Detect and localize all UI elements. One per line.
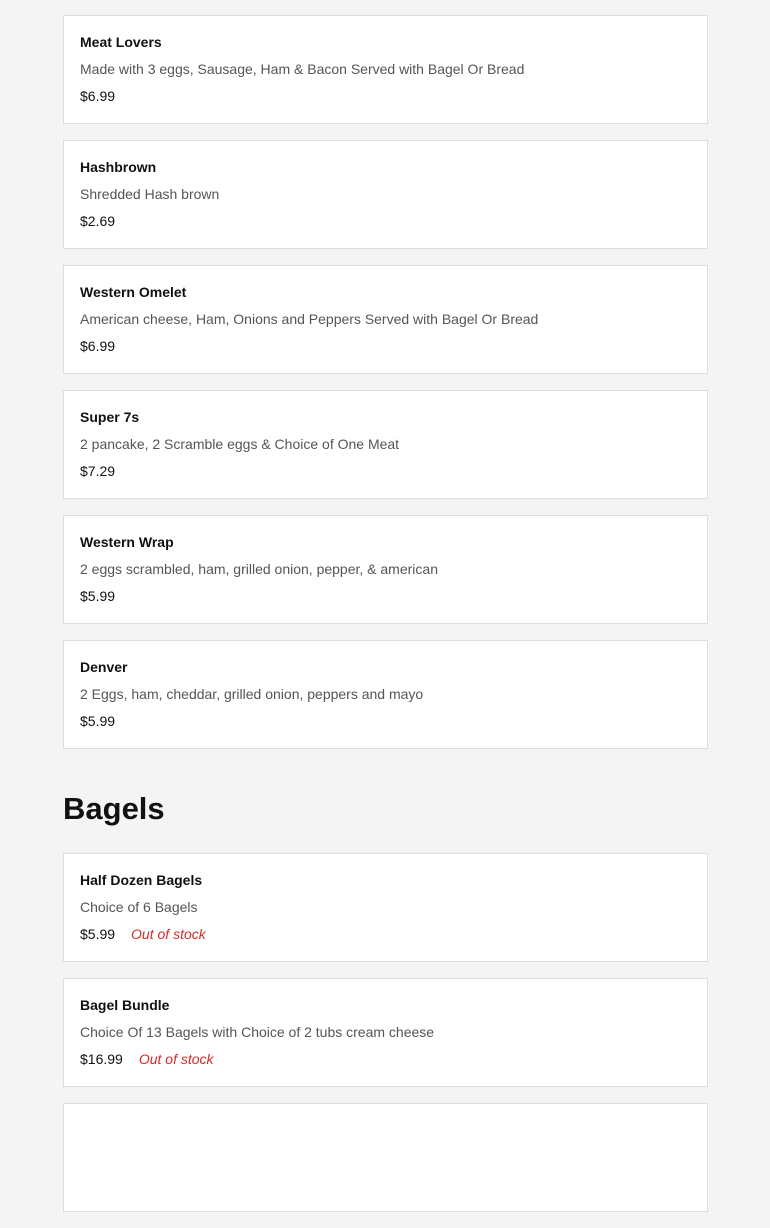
item-price: $6.99 (80, 88, 116, 104)
item-description: American cheese, Ham, Onions and Peppers Served with Bagel Or Bread (80, 311, 539, 327)
item-price-row (80, 88, 691, 105)
menu-item-card[interactable] (63, 140, 708, 249)
menu-container (63, 0, 708, 1228)
menu-item-card[interactable] (63, 1103, 708, 1212)
item-description: Shredded Hash brown (80, 186, 220, 202)
menu-item-card[interactable] (63, 640, 708, 749)
item-price-row (80, 713, 691, 730)
item-name: Denver (80, 659, 128, 675)
item-price-row (80, 213, 691, 230)
menu-item-card[interactable] (63, 390, 708, 499)
item-price: $5.99 (80, 588, 116, 604)
item-name: Half Dozen Bagels (80, 872, 203, 888)
item-price: $16.99 (80, 1051, 123, 1067)
item-description: Choice Of 13 Bagels with Choice of 2 tubs cream cheese (80, 1024, 435, 1040)
item-price: $5.99 (80, 713, 116, 729)
item-price: $7.29 (80, 463, 116, 479)
menu-item-card[interactable] (63, 978, 708, 1087)
menu-item-card[interactable] (63, 15, 708, 124)
item-description: Made with 3 eggs, Sausage, Ham & Bacon Served with Bagel Or Bread (80, 61, 525, 77)
out-of-stock-label: Out of stock (131, 926, 206, 942)
item-name: Western Wrap (80, 534, 174, 550)
item-name: Meat Lovers (80, 34, 162, 50)
item-price: $6.99 (80, 338, 116, 354)
item-price-row (80, 463, 691, 480)
item-price-row (80, 926, 691, 943)
item-name: Bagel Bundle (80, 997, 170, 1013)
menu-item-card[interactable] (63, 515, 708, 624)
item-price-row (80, 588, 691, 605)
item-description: 2 pancake, 2 Scramble eggs & Choice of One Meat (80, 436, 400, 452)
section-title-bagels: Bagels (63, 791, 165, 826)
out-of-stock-label: Out of stock (138, 1051, 214, 1067)
menu-item-card[interactable] (63, 265, 708, 374)
item-description: Choice of 6 Bagels (80, 899, 198, 915)
item-name (80, 1122, 691, 1139)
item-description: 2 Eggs, ham, cheddar, grilled onion, peppers and mayo (80, 686, 424, 702)
item-price-row (80, 338, 691, 355)
item-description (80, 1149, 691, 1166)
item-name: Western Omelet (80, 284, 187, 300)
item-description: 2 eggs scrambled, ham, grilled onion, pepper, & american (80, 561, 438, 577)
item-price: $5.99 (80, 926, 116, 942)
item-price: $2.69 (80, 213, 116, 229)
item-price-row (80, 1176, 691, 1193)
item-name: Hashbrown (80, 159, 157, 175)
item-price-row (80, 1051, 691, 1068)
menu-item-card[interactable] (63, 853, 708, 962)
item-name: Super 7s (80, 409, 140, 425)
